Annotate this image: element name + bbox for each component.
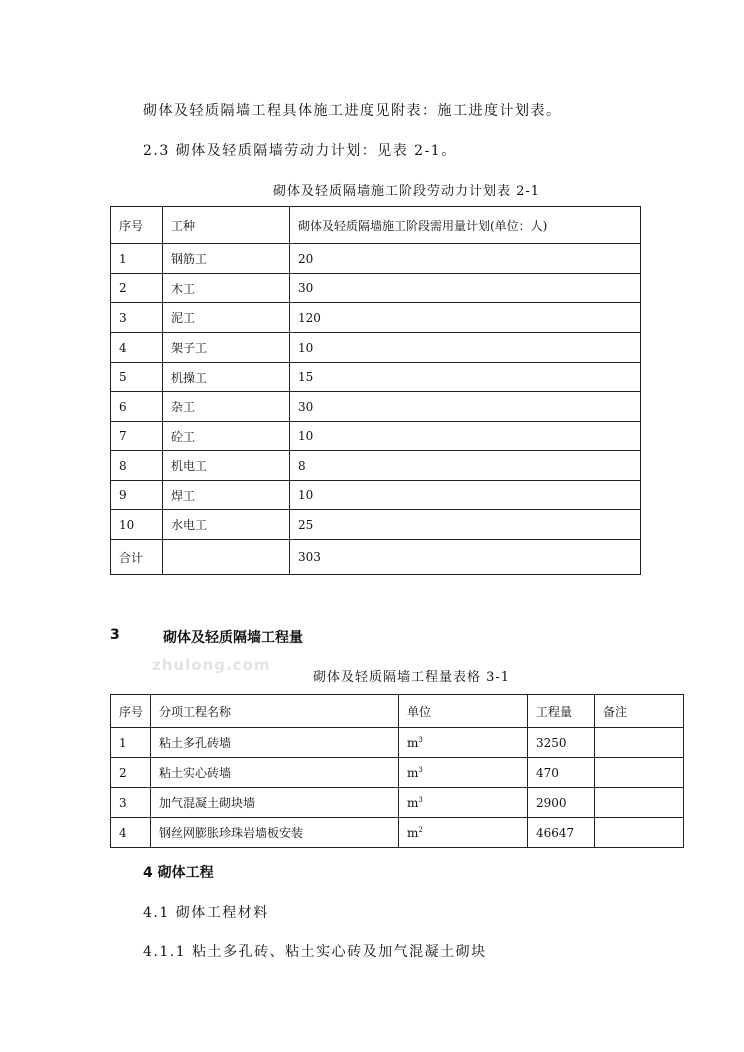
header-cell: 序号 — [111, 207, 163, 244]
table-cell: 木工 — [163, 274, 290, 303]
table-row — [111, 758, 684, 788]
table-cell: 46647 — [528, 818, 595, 848]
table-cell: 120 — [290, 303, 641, 333]
table-cell: 303 — [290, 540, 641, 575]
table1-caption: 砌体及轻质隔墙施工阶段劳动力计划表 2-1 — [273, 184, 541, 199]
table-cell: 砼工 — [163, 422, 290, 451]
table-cell: 加气混凝土砌块墙 — [151, 788, 399, 818]
table-row — [111, 333, 641, 363]
table-header-row — [111, 207, 641, 244]
unit-exponent: 3 — [418, 765, 423, 774]
unit-cell — [399, 758, 528, 788]
unit-cell — [399, 788, 528, 818]
table-cell: 3 — [111, 788, 151, 818]
table-cell: 5 — [111, 363, 163, 392]
table-cell: 10 — [290, 481, 641, 510]
table-cell: 2 — [111, 758, 151, 788]
table-row — [111, 510, 641, 540]
table-cell: 10 — [290, 333, 641, 363]
unit-exponent: 2 — [418, 825, 423, 834]
table-row — [111, 392, 641, 422]
table-cell: 架子工 — [163, 333, 290, 363]
table-cell: 3250 — [528, 728, 595, 758]
table-cell: 2 — [111, 274, 163, 303]
table-cell — [595, 788, 684, 818]
unit-base: m — [407, 765, 419, 780]
table-cell: 机操工 — [163, 363, 290, 392]
table-cell: 25 — [290, 510, 641, 540]
table-cell: 杂工 — [163, 392, 290, 422]
table-cell — [595, 818, 684, 848]
header-cell: 工程量 — [528, 695, 595, 728]
table-cell: 粘土多孔砖墙 — [151, 728, 399, 758]
table-cell: 焊工 — [163, 481, 290, 510]
table-row — [111, 303, 641, 333]
section4-1-1-heading: 4.1.1 粘土多孔砖、粘土实心砖及加气混凝土砌块 — [143, 944, 487, 960]
intro-paragraph: 砌体及轻质隔墙工程具体施工进度见附表：施工进度计划表。 — [143, 103, 562, 119]
header-cell: 单位 — [399, 695, 528, 728]
table-cell: 7 — [111, 422, 163, 451]
table-row — [111, 481, 641, 510]
labor-plan-table — [110, 206, 641, 575]
table-row — [111, 451, 641, 481]
table-cell: 8 — [111, 451, 163, 481]
header-cell: 备注 — [595, 695, 684, 728]
table-cell: 合计 — [111, 540, 163, 575]
table-row — [111, 728, 684, 758]
header-cell: 序号 — [111, 695, 151, 728]
unit-base: m — [407, 735, 419, 750]
unit-base: m — [407, 825, 419, 840]
table-cell: 水电工 — [163, 510, 290, 540]
table2-caption: 砌体及轻质隔墙工程量表格 3-1 — [313, 670, 511, 685]
table-cell: 10 — [111, 510, 163, 540]
table-cell: 钢筋工 — [163, 244, 290, 274]
section4-title: 4 砌体工程 — [143, 865, 214, 881]
unit-base: m — [407, 795, 419, 810]
table-row — [111, 788, 684, 818]
table-total-row — [111, 540, 641, 575]
table-cell: 6 — [111, 392, 163, 422]
header-cell: 砌体及轻质隔墙施工阶段需用量计划(单位：人) — [290, 207, 641, 244]
table-cell — [163, 540, 290, 575]
table-row — [111, 422, 641, 451]
section4-1-heading: 4.1 砌体工程材料 — [143, 905, 269, 921]
unit-exponent: 3 — [418, 795, 423, 804]
table-header-row — [111, 695, 684, 728]
table-cell: 1 — [111, 244, 163, 274]
section3-number: 3 — [110, 627, 120, 643]
table-cell: 8 — [290, 451, 641, 481]
table-row — [111, 274, 641, 303]
unit-exponent: 3 — [418, 735, 423, 744]
unit-cell — [399, 728, 528, 758]
table-cell: 3 — [111, 303, 163, 333]
table-cell: 4 — [111, 333, 163, 363]
table-cell: 9 — [111, 481, 163, 510]
table-cell — [595, 758, 684, 788]
header-cell: 工种 — [163, 207, 290, 244]
table-cell: 30 — [290, 392, 641, 422]
table-cell: 4 — [111, 818, 151, 848]
table-cell: 2900 — [528, 788, 595, 818]
table-cell: 470 — [528, 758, 595, 788]
table-row — [111, 244, 641, 274]
table-cell: 20 — [290, 244, 641, 274]
table-cell: 泥工 — [163, 303, 290, 333]
table-cell: 30 — [290, 274, 641, 303]
table-cell: 钢丝网膨胀珍珠岩墙板安装 — [151, 818, 399, 848]
table-cell: 15 — [290, 363, 641, 392]
watermark: zhulong.com — [152, 656, 271, 674]
table-row — [111, 363, 641, 392]
table-cell: 10 — [290, 422, 641, 451]
table-cell: 粘土实心砖墙 — [151, 758, 399, 788]
unit-cell — [399, 818, 528, 848]
table-row — [111, 818, 684, 848]
table-cell: 机电工 — [163, 451, 290, 481]
header-cell: 分项工程名称 — [151, 695, 399, 728]
quantity-table — [110, 694, 684, 848]
table-cell — [595, 728, 684, 758]
section3-title: 砌体及轻质隔墙工程量 — [163, 630, 303, 646]
labor-plan-paragraph: 2.3 砌体及轻质隔墙劳动力计划：见表 2-1。 — [143, 143, 457, 159]
table-cell: 1 — [111, 728, 151, 758]
